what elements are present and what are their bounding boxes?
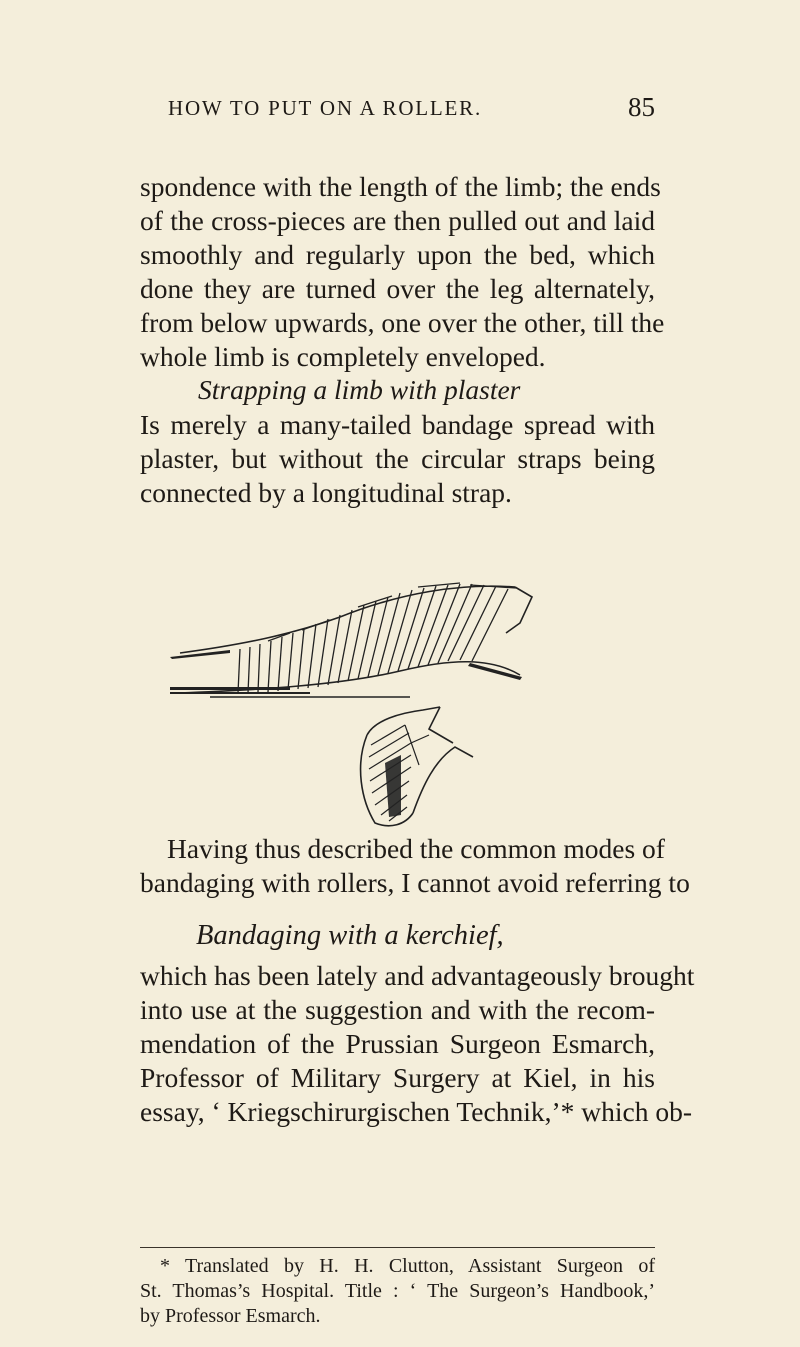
text-line: from below upwards, one over the other, till the (140, 307, 665, 338)
footnote-line: St. Thomas’s Hospital. Title : ‘ The Surgeon’s Handbook,’ (140, 1280, 655, 1302)
text-line: mendation of the Prussian Surgeon Esmarch, (140, 1028, 655, 1059)
footnote-line: by Professor Esmarch. (140, 1305, 321, 1327)
text-line: which has been lately and advantageously brought (140, 960, 695, 991)
text-line: done they are turned over the leg alternately, (140, 273, 655, 304)
text-line: plaster, but without the circular straps being (140, 443, 655, 474)
paragraph-continued (140, 170, 665, 374)
text-line: bandaging with rollers, I cannot avoid referring to (140, 867, 690, 898)
strapped-limb-illustration (170, 575, 570, 705)
section-heading-kerchief: Bandaging with a kerchief, (196, 920, 504, 951)
page-number: 85 (628, 92, 655, 122)
text-line: of the cross-pieces are then pulled out and laid (140, 205, 655, 236)
footnote-line: * Translated by H. H. Clutton, Assistant Surgeon of (160, 1255, 655, 1277)
text-line: into use at the suggestion and with the recom- (140, 994, 655, 1025)
text-line: Professor of Military Surgery at Kiel, in his (140, 1062, 655, 1093)
paragraph-having-described (140, 832, 690, 900)
paragraph-strapping (140, 408, 655, 510)
paragraph-kerchief (140, 959, 695, 1129)
footnote (140, 1254, 655, 1329)
section-heading-strapping: Strapping a limb with plaster (198, 374, 521, 405)
footnote-divider (140, 1247, 655, 1248)
text-line: connected by a longitudinal strap. (140, 477, 512, 508)
text-line: whole limb is completely enveloped. (140, 341, 546, 372)
wrapped-foot-illustration (345, 705, 485, 830)
text-line: spondence with the length of the limb; the ends (140, 171, 661, 202)
text-line: Is merely a many-tailed bandage spread with (140, 409, 655, 440)
text-line: Having thus described the common modes of (167, 833, 665, 864)
text-line: essay, ‘ Kriegschirurgischen Technik,’* which ob- (140, 1096, 693, 1127)
running-title: HOW TO PUT ON A ROLLER. (168, 96, 483, 120)
text-line: smoothly and regularly upon the bed, which (140, 239, 655, 270)
